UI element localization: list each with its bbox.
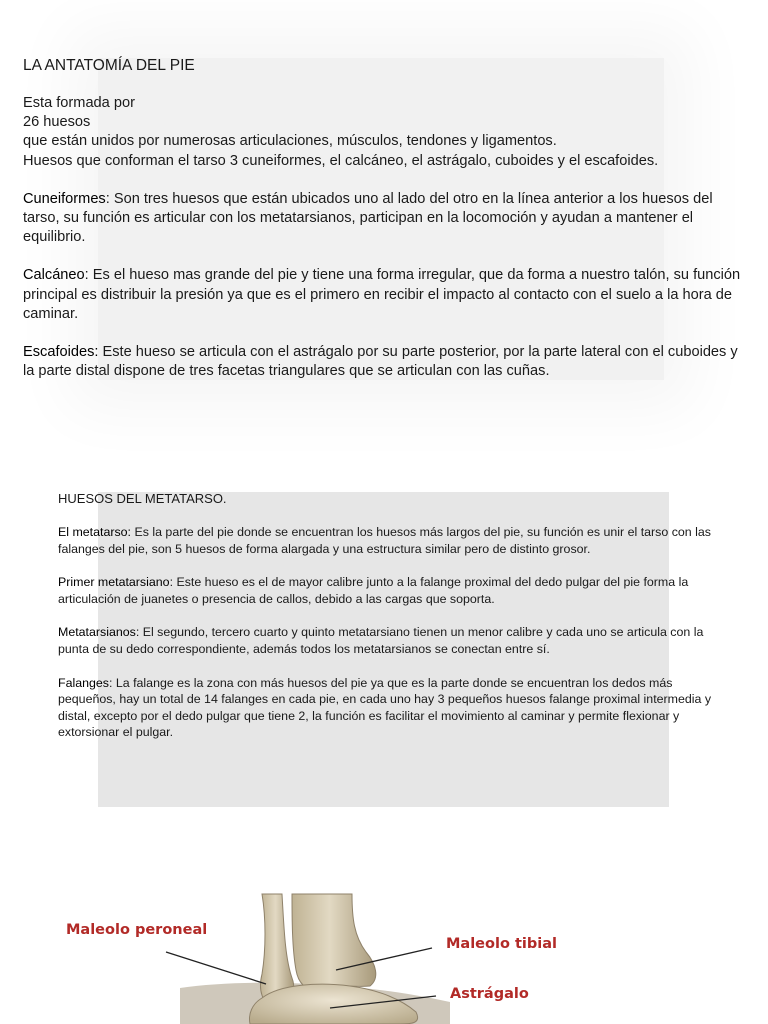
description: Este hueso se articula con el astrágalo por su parte posterior, por la parte lateral con el cuboides y la parte distal dispone de tres facetas triangulares que se articulan con las cuñas. xyxy=(23,344,738,380)
description: : Es el hueso mas grande del pie y tiene una forma irregular, que da forma a nuestro talón, su función principal es distribuir la presión ya que es el primero en recibir el impacto al contacto con el suelo a la hora de caminar. xyxy=(23,267,741,322)
label-maleolo-peroneal: Maleolo peroneal xyxy=(66,922,208,938)
description: : Este hueso es el de mayor calibre junto a la falange proximal del dedo pulgar del pie forma la articulación de juanetes o presencia de callos, debido a las cargas que soporta. xyxy=(58,575,689,606)
section-title: LA ANTATOMÍA DEL PIE xyxy=(23,57,195,74)
term: Metatarsianos xyxy=(58,625,136,640)
label-maleolo-tibial: Maleolo tibial xyxy=(446,936,557,952)
intro-line: Esta formada por xyxy=(23,95,135,111)
paragraph-cuneiformes xyxy=(23,190,753,248)
paragraph-calcaneo xyxy=(23,266,753,324)
description: : El segundo, tercero cuarto y quinto metatarsiano tienen un menor calibre y cada uno se articula con la punta de su dedo correspondiente, además todos los metatarsianos se conectan entre sí. xyxy=(58,625,704,656)
term: El metatarso: xyxy=(58,525,131,539)
description: : Son tres huesos que están ubicados uno al lado del otro en la línea anterior a los huesos del tarso, su función es articular con los metatarsianos, participan en la locomoción y ayudan a mantener el equilibrio. xyxy=(23,190,713,246)
term: Escafoides: xyxy=(23,344,99,361)
intro-line: Huesos que conforman el tarso 3 cuneiformes, el calcáneo, el astrágalo, cuboides y el escafoides. xyxy=(23,152,659,169)
term: Calcáneo xyxy=(23,267,85,284)
paragraph-falanges xyxy=(58,675,718,741)
leader-line-peroneal xyxy=(166,952,266,984)
description: : La falange es la zona con más huesos del pie ya que es la parte donde se encuentran los dedos más pequeños, hay un total de 14 falanges en cada pie, en cada uno hay 3 pequeños huesos falange proximal intermedia y distal, excepto por el dedo pulgar que tiene 2, la función es facilitar el movimiento al caminar y permite flexionar y extorsionar el pulgar. xyxy=(58,675,712,740)
paragraph-metatarso xyxy=(58,524,718,557)
section-anatomy-foot xyxy=(23,56,753,400)
ankle-bones-figure xyxy=(30,878,730,1024)
paragraph-primer-metatarsiano xyxy=(58,574,718,607)
term: Falanges xyxy=(58,675,109,690)
intro-line: que están unidos por numerosas articulaciones, músculos, tendones y ligamentos. xyxy=(23,133,557,150)
section-metatarsus xyxy=(58,490,718,758)
section-title: HUESOS DEL METATARSO. xyxy=(58,491,227,506)
tibia-bone xyxy=(292,894,376,989)
label-astragalo: Astrágalo xyxy=(450,986,529,1002)
intro-block xyxy=(23,94,753,171)
paragraph-escafoides xyxy=(23,343,753,381)
term: Primer metatarsiano xyxy=(58,575,170,590)
intro-line: 26 huesos xyxy=(23,114,91,131)
term: Cuneiformes xyxy=(23,190,106,207)
description: Es la parte del pie donde se encuentran los huesos más largos del pie, su función es unir el tarso con las falanges del pie, son 5 huesos de forma alargada y una estructura similar pero de distinto grosor. xyxy=(58,525,711,556)
paragraph-metatarsianos xyxy=(58,624,718,657)
ankle-bones-illustration xyxy=(30,878,730,1024)
